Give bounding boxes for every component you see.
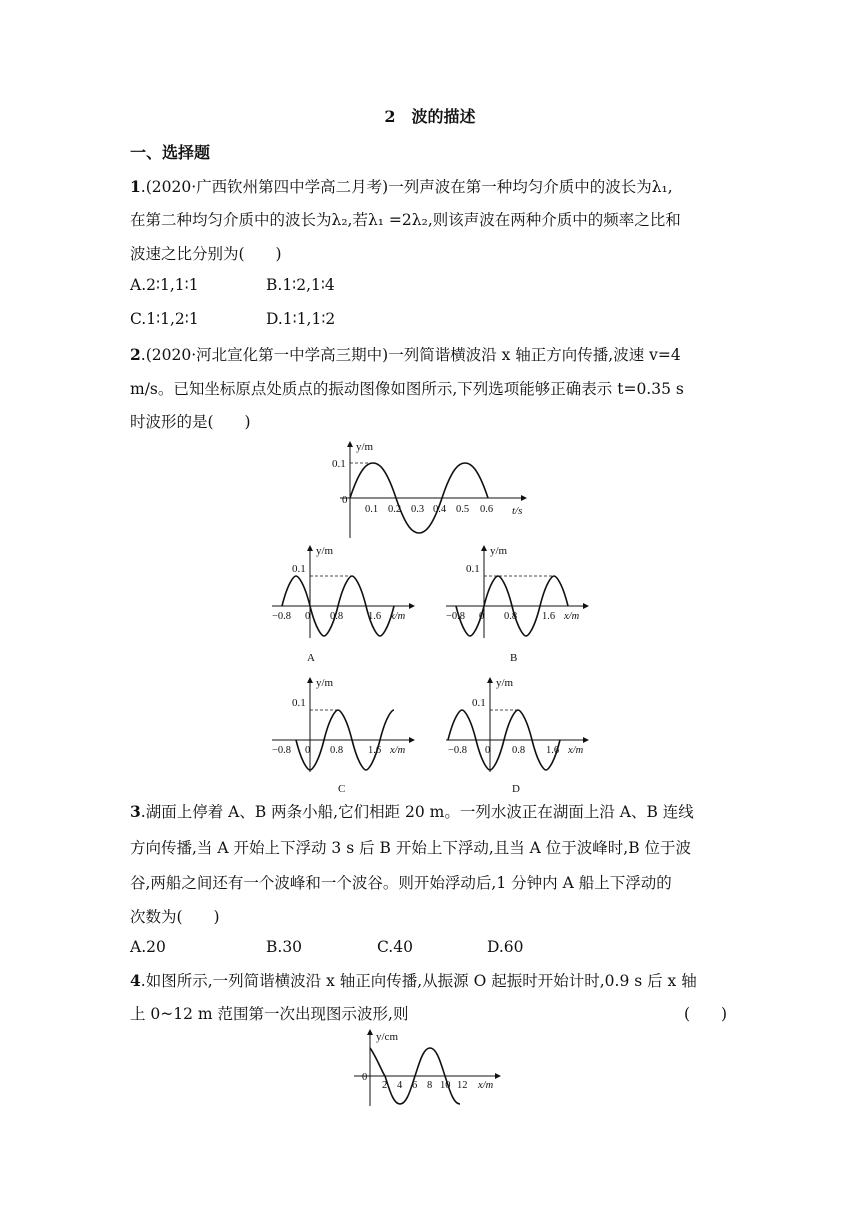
svg-text:0: 0 bbox=[305, 745, 311, 756]
svg-text:−0.8: −0.8 bbox=[446, 611, 466, 622]
q2-line-3: 时波形的是( ) bbox=[130, 413, 251, 431]
option-label-a: A bbox=[307, 652, 315, 664]
q2-line-2: m/s。已知坐标原点处质点的振动图像如图所示,下列选项能够正确表示 t=0.35 s bbox=[130, 380, 684, 398]
svg-text:y/m: y/m bbox=[490, 545, 508, 557]
svg-text:x/m: x/m bbox=[564, 611, 580, 622]
q3-line-3: 谷,两船之间还有一个波峰和一个波谷。则开始浮动后,1 分钟内 A 船上下浮动的 bbox=[130, 874, 672, 892]
q3-option-b: B.30 bbox=[266, 938, 303, 956]
vib-xlabel: t/s bbox=[512, 505, 523, 517]
wave-graph-d bbox=[440, 672, 590, 800]
svg-text:0.8: 0.8 bbox=[330, 611, 344, 622]
svg-text:y/m: y/m bbox=[496, 677, 514, 689]
q3-line-1: 3.湖面上停着 A、B 两条小船,它们相距 20 m。一列水波正在湖面上沿 A、B 连线 bbox=[130, 802, 694, 821]
svg-text:y/cm: y/cm bbox=[376, 1031, 398, 1043]
svg-text:10: 10 bbox=[440, 1080, 451, 1091]
q1-option-c: C.1∶1,2∶1 bbox=[130, 310, 199, 328]
svg-text:y/m: y/m bbox=[316, 545, 334, 557]
q1-line-2: 在第二种均匀介质中的波长为λ₂,若λ₁ =2λ₂,则该声波在两种介质中的频率之比和 bbox=[130, 211, 681, 229]
vib-tick: 0.4 bbox=[433, 504, 447, 515]
vib-tick: 0.3 bbox=[411, 504, 425, 515]
svg-text:8: 8 bbox=[427, 1080, 433, 1091]
svg-text:0.1: 0.1 bbox=[472, 697, 486, 709]
svg-text:4: 4 bbox=[397, 1080, 403, 1091]
svg-text:0.1: 0.1 bbox=[292, 697, 306, 709]
vibration-graph bbox=[320, 436, 540, 540]
q1-number: 1 bbox=[130, 177, 141, 196]
svg-text:12: 12 bbox=[457, 1080, 468, 1091]
vib-tick: 0.5 bbox=[456, 504, 470, 515]
q4-line-2: 上 0~12 m 范围第一次出现图示波形,则 bbox=[130, 1005, 409, 1023]
svg-text:0: 0 bbox=[362, 1072, 368, 1083]
q4-wave-graph bbox=[340, 1026, 510, 1108]
svg-text:x/m: x/m bbox=[478, 1080, 494, 1091]
q4-answer-bracket: ( ) bbox=[684, 1005, 728, 1023]
svg-text:−0.8: −0.8 bbox=[448, 745, 468, 756]
svg-text:−0.8: −0.8 bbox=[272, 611, 292, 622]
svg-text:0: 0 bbox=[479, 611, 485, 622]
q3-option-a: A.20 bbox=[130, 938, 166, 956]
wave-graph-a bbox=[266, 540, 416, 668]
vib-amp: 0.1 bbox=[332, 458, 346, 470]
q3-line-2: 方向传播,当 A 开始上下浮动 3 s 后 B 开始上下浮动,且当 A 位于波峰时,B 位于波 bbox=[130, 839, 692, 857]
q3-number: 3 bbox=[130, 802, 141, 821]
option-label-c: C bbox=[338, 783, 346, 795]
vib-origin: 0 bbox=[342, 494, 348, 506]
option-label-d: D bbox=[512, 783, 520, 795]
q3-option-c: C.40 bbox=[377, 938, 413, 956]
svg-text:1.6: 1.6 bbox=[542, 611, 556, 622]
wave-graph-b bbox=[440, 540, 590, 668]
q3-line-4: 次数为( ) bbox=[130, 908, 220, 926]
svg-text:x/m: x/m bbox=[390, 745, 406, 756]
svg-text:1.6: 1.6 bbox=[368, 611, 382, 622]
q4-number: 4 bbox=[130, 971, 141, 990]
svg-text:y/m: y/m bbox=[316, 677, 334, 689]
svg-text:1.6: 1.6 bbox=[546, 745, 560, 756]
q1-option-b: B.1∶2,1∶4 bbox=[266, 276, 335, 294]
svg-text:0: 0 bbox=[305, 611, 311, 622]
svg-text:0.8: 0.8 bbox=[512, 745, 526, 756]
vib-ylabel: y/m bbox=[356, 441, 374, 453]
q2-line-1: 2.(2020·河北宣化第一中学高三期中)一列简谐横波沿 x 轴正方向传播,波速 v=4 bbox=[130, 345, 681, 364]
q1-option-d: D.1∶1,1∶2 bbox=[266, 310, 336, 328]
q3-option-d: D.60 bbox=[487, 938, 524, 956]
svg-text:0: 0 bbox=[485, 745, 491, 756]
svg-text:0.1: 0.1 bbox=[292, 563, 306, 575]
q2-number: 2 bbox=[130, 345, 141, 364]
section-heading: 一、选择题 bbox=[130, 143, 211, 162]
q1-line-1: 1.(2020·广西钦州第四中学高二月考)一列声波在第一种均匀介质中的波长为λ₁, bbox=[130, 177, 673, 196]
q4-line-1: 4.如图所示,一列简谐横波沿 x 轴正向传播,从振源 O 起振时开始计时,0.9 s 后 x 轴 bbox=[130, 971, 697, 990]
wave-graph-c bbox=[266, 672, 416, 800]
svg-text:0.8: 0.8 bbox=[504, 611, 518, 622]
page-title: 2 波的描述 bbox=[384, 107, 476, 126]
q1-option-a: A.2∶1,1∶1 bbox=[130, 276, 199, 294]
vib-tick: 0.1 bbox=[365, 504, 379, 515]
option-label-b: B bbox=[510, 652, 518, 664]
svg-text:0.8: 0.8 bbox=[330, 745, 344, 756]
q1-line-3: 波速之比分别为( ) bbox=[130, 245, 282, 263]
svg-text:6: 6 bbox=[412, 1080, 418, 1091]
vib-tick: 0.6 bbox=[480, 504, 494, 515]
svg-text:0.1: 0.1 bbox=[466, 563, 480, 575]
svg-text:2: 2 bbox=[382, 1080, 388, 1091]
svg-text:x/m: x/m bbox=[568, 745, 584, 756]
vib-tick: 0.2 bbox=[388, 504, 402, 515]
svg-text:1.6: 1.6 bbox=[368, 745, 382, 756]
svg-text:x/m: x/m bbox=[390, 611, 406, 622]
svg-text:−0.8: −0.8 bbox=[272, 745, 292, 756]
